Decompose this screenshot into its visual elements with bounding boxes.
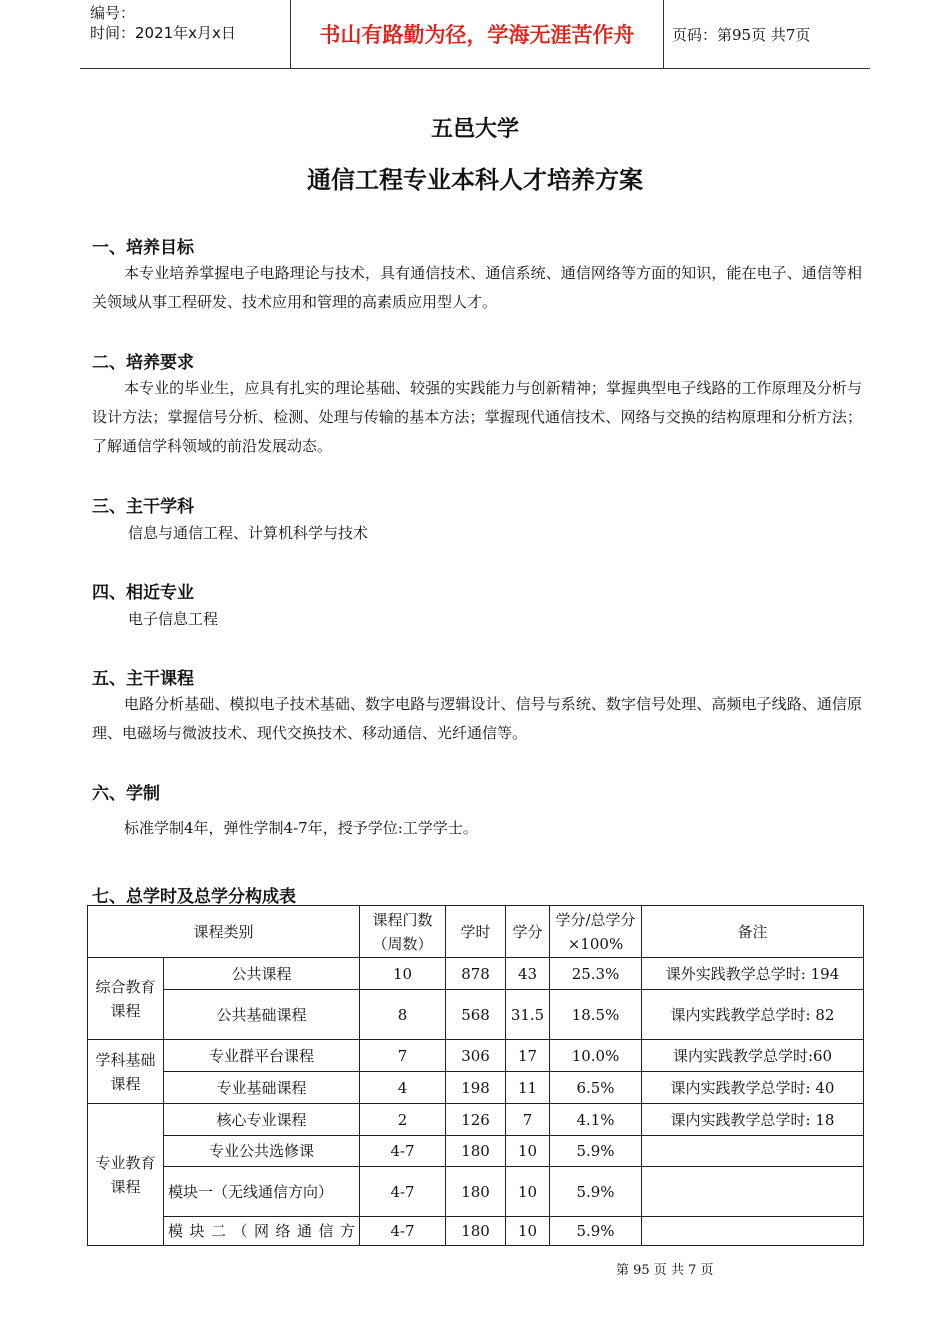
row-ratio: 10.0% [550,1040,642,1072]
section-heading-5: 五、主干课程 [92,669,194,689]
time-label: 时间：2021年x月x日 [90,24,236,42]
row-ratio: 4.1% [550,1104,642,1136]
section-heading-4: 四、相近专业 [92,583,194,603]
header-count: 课程门数（周数） [360,906,446,958]
row-count: 2 [360,1104,446,1136]
row-ratio: 5.9% [550,1167,642,1217]
row-note: 课外实践教学总学时: 194 [642,958,864,990]
section-body-4: 电子信息工程 [128,610,219,628]
group-general: 综合教育课程 [88,958,164,1040]
row-ratio: 5.9% [550,1217,642,1246]
row-count: 8 [360,990,446,1040]
row-name: 专业公共选修课 [164,1136,360,1167]
section-heading-2: 二、培养要求 [92,353,194,373]
row-count: 4-7 [360,1136,446,1167]
row-ratio: 25.3% [550,958,642,990]
section-body-2: 本专业的毕业生，应具有扎实的理论基础、较强的实践能力与创新精神；掌握典型电子线路的工作原理及分析与设计方法；掌握信号分析、检测、处理与传输的基本方法；掌握现代通信技术、网络与交换的结构原理和分析方法；了解通信学科领域的前沿发展动态。 [92,379,862,455]
header-category: 课程类别 [88,906,360,958]
group-major: 专业教育课程 [88,1104,164,1246]
table-row [88,1072,864,1104]
header-ratio: 学分/总学分×100% [550,906,642,958]
row-hours: 568 [446,990,506,1040]
row-note [642,1217,864,1246]
row-credits: 17 [506,1040,550,1072]
header-page-info: 页码：第95页 共7页 [672,25,811,44]
row-count: 4 [360,1072,446,1104]
row-credits: 10 [506,1167,550,1217]
row-credits: 10 [506,1136,550,1167]
table-header-row [88,906,864,958]
row-credits: 7 [506,1104,550,1136]
table-row [88,1136,864,1167]
row-name: 专业基础课程 [164,1072,360,1104]
row-note: 课内实践教学总学时: 18 [642,1104,864,1136]
program-title: 通信工程专业本科人才培养方案 [307,166,643,194]
row-hours: 180 [446,1217,506,1246]
credit-structure-table [87,905,864,1246]
row-note: 课内实践教学总学时: 82 [642,990,864,1040]
university-title: 五邑大学 [430,117,519,142]
section-body-5: 电路分析基础、模拟电子技术基础、数字电路与逻辑设计、信号与系统、数字信号处理、高频电子线路、通信原理、电磁场与微波技术、现代交换技术、移动通信、光纤通信等。 [92,695,862,742]
row-count: 7 [360,1040,446,1072]
row-ratio: 5.9% [550,1136,642,1167]
row-ratio: 6.5% [550,1072,642,1104]
row-name: 公共基础课程 [164,990,360,1040]
row-note: 课内实践教学总学时: 40 [642,1072,864,1104]
row-note [642,1167,864,1217]
row-name: 专业群平台课程 [164,1040,360,1072]
table-row [88,1167,864,1217]
row-name: 模块二（网络通信方 [164,1217,360,1246]
row-count: 10 [360,958,446,990]
page-footer: 第 95 页 共 7 页 [616,1263,714,1278]
table-row [88,958,864,990]
section-body-3: 信息与通信工程、计算机科学与技术 [128,524,369,542]
header-hours: 学时 [446,906,506,958]
row-credits: 10 [506,1217,550,1246]
table-row [88,1040,864,1072]
header-note: 备注 [642,906,864,958]
row-name: 公共课程 [164,958,360,990]
group-discipline: 学科基础课程 [88,1040,164,1104]
row-count: 4-7 [360,1167,446,1217]
row-name: 模块一（无线通信方向） [164,1167,360,1217]
row-note [642,1136,864,1167]
row-ratio: 18.5% [550,990,642,1040]
row-count: 4-7 [360,1217,446,1246]
header-credits: 学分 [506,906,550,958]
section-body-6: 标准学制4年，弹性学制4-7年，授予学位:工学学士。 [124,819,478,837]
page-header [80,0,870,69]
header-meta [80,0,291,68]
section-heading-7: 七、总学时及总学分构成表 [92,887,296,907]
table-row [88,1217,864,1246]
section-heading-6: 六、学制 [92,784,160,804]
section-body-1: 本专业培养掌握电子电路理论与技术，具有通信技术、通信系统、通信网络等方面的知识，能在电子、通信等相关领域从事工程研发、技术应用和管理的高素质应用型人才。 [92,264,862,311]
table-row [88,990,864,1040]
row-hours: 198 [446,1072,506,1104]
header-motto: 书山有路勤为径，学海无涯苦作舟 [291,0,664,68]
row-note: 课内实践教学总学时:60 [642,1040,864,1072]
row-hours: 878 [446,958,506,990]
row-hours: 306 [446,1040,506,1072]
row-hours: 180 [446,1167,506,1217]
row-hours: 180 [446,1136,506,1167]
row-hours: 126 [446,1104,506,1136]
table-row [88,1104,864,1136]
number-label: 编号： [90,4,136,22]
row-credits: 11 [506,1072,550,1104]
row-credits: 43 [506,958,550,990]
row-name: 核心专业课程 [164,1104,360,1136]
section-heading-1: 一、培养目标 [92,238,194,258]
section-heading-3: 三、主干学科 [92,497,194,517]
row-credits: 31.5 [506,990,550,1040]
